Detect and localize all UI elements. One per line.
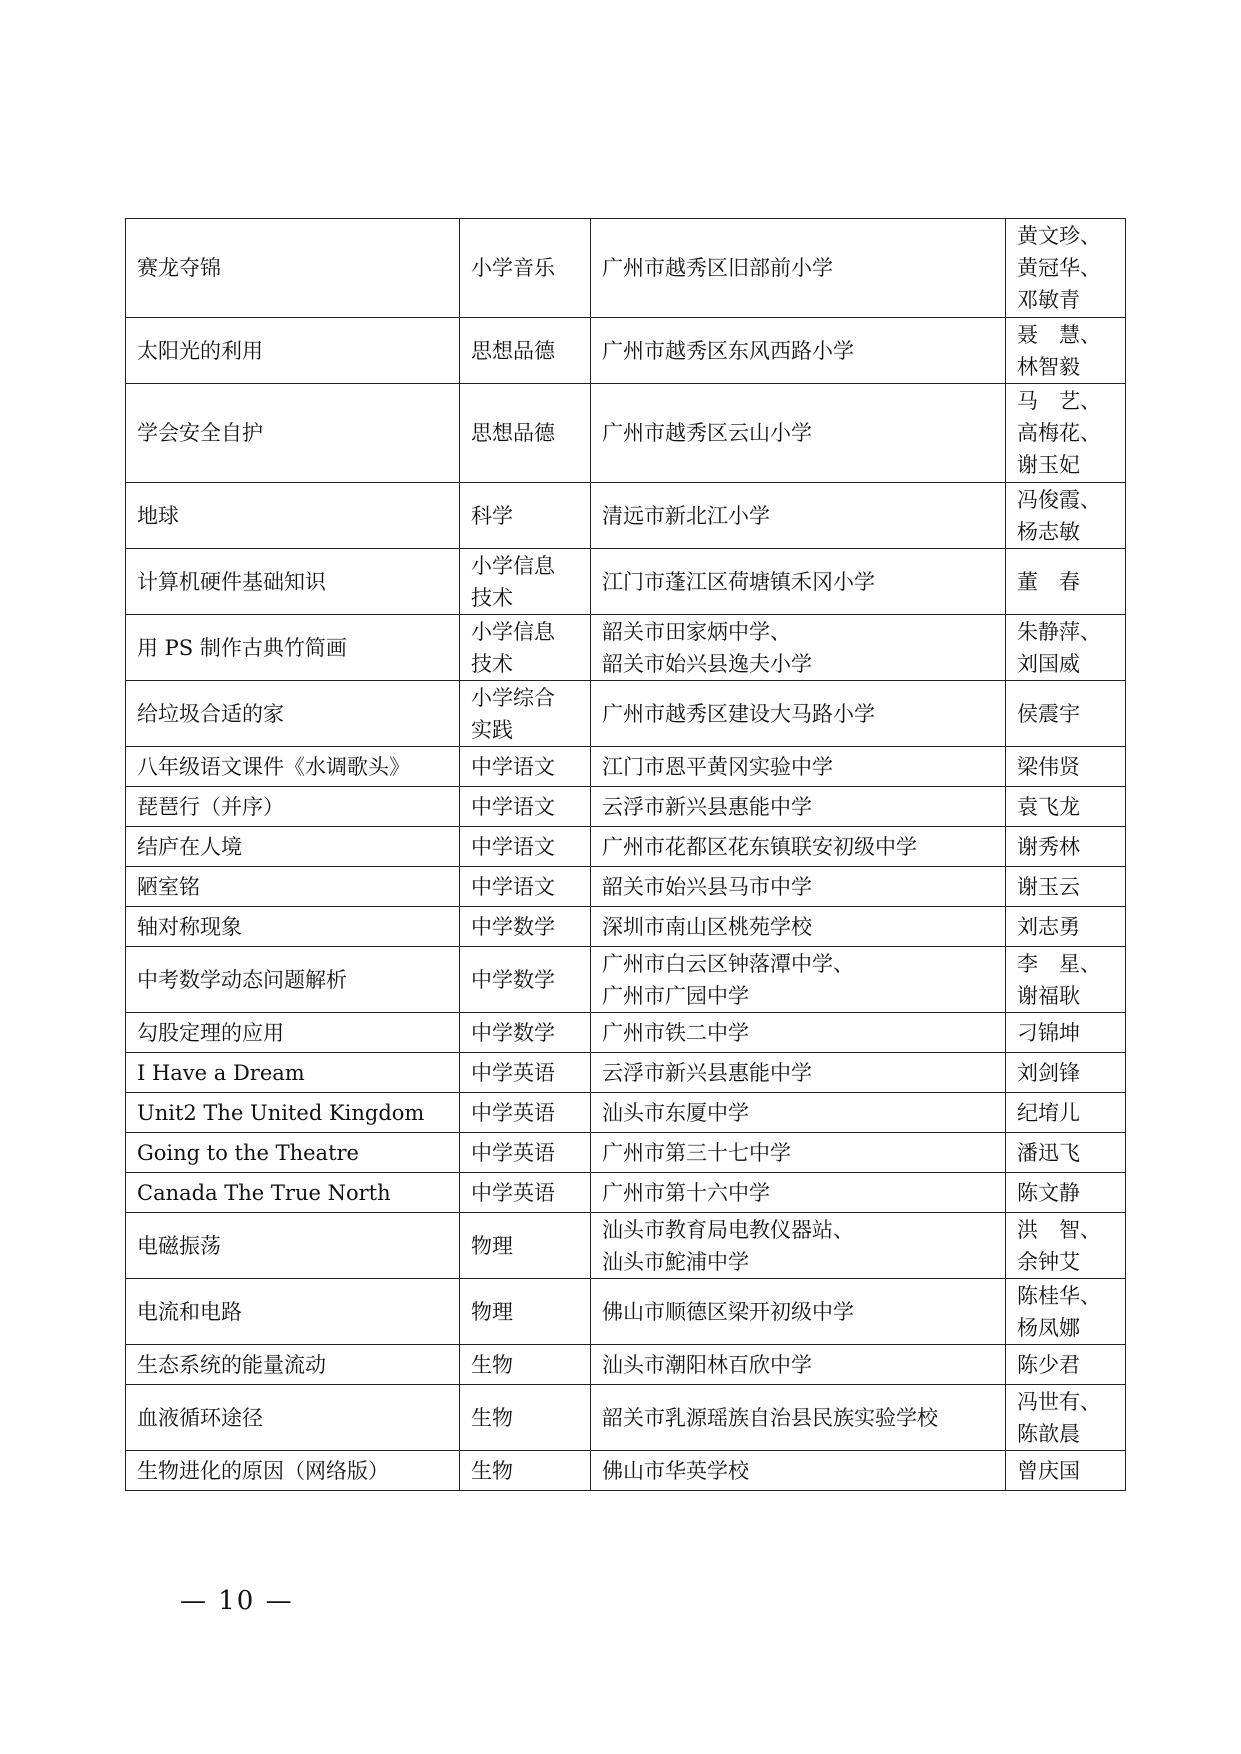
subject-cell: 小学信息 技术: [460, 549, 591, 615]
subject-cell: 小学信息 技术: [460, 615, 591, 681]
authors-cell: 刘剑锋: [1006, 1053, 1126, 1093]
school-cell: 汕头市东厦中学: [591, 1093, 1006, 1133]
subject-cell: 中学数学: [460, 907, 591, 947]
work-title-cell: 地球: [126, 483, 460, 549]
authors-cell: 陈少君: [1006, 1345, 1126, 1385]
authors-cell: 谢秀林: [1006, 827, 1126, 867]
table-row: [126, 483, 1126, 549]
school-cell: 韶关市乳源瑶族自治县民族实验学校: [591, 1385, 1006, 1451]
school-cell: 江门市蓬江区荷塘镇禾冈小学: [591, 549, 1006, 615]
school-cell: 清远市新北江小学: [591, 483, 1006, 549]
authors-cell: 侯震宇: [1006, 681, 1126, 747]
work-title-cell: 血液循环途径: [126, 1385, 460, 1451]
table-row: [126, 907, 1126, 947]
awards-table: [125, 218, 1126, 1491]
authors-cell: 聂 慧、 林智毅: [1006, 318, 1126, 384]
table-row: [126, 1133, 1126, 1173]
subject-cell: 中学语文: [460, 787, 591, 827]
table-row: [126, 867, 1126, 907]
subject-cell: 中学英语: [460, 1053, 591, 1093]
table-row: [126, 1173, 1126, 1213]
work-title-cell: 轴对称现象: [126, 907, 460, 947]
work-title-cell: 结庐在人境: [126, 827, 460, 867]
school-cell: 广州市白云区钟落潭中学、 广州市广园中学: [591, 947, 1006, 1013]
authors-cell: 冯俊霞、 杨志敏: [1006, 483, 1126, 549]
subject-cell: 中学语文: [460, 867, 591, 907]
school-cell: 广州市越秀区旧部前小学: [591, 219, 1006, 318]
subject-cell: 中学数学: [460, 947, 591, 1013]
work-title-cell: 太阳光的利用: [126, 318, 460, 384]
table-row: [126, 1345, 1126, 1385]
work-title-cell: 陋室铭: [126, 867, 460, 907]
awards-table-body: [126, 219, 1126, 1491]
school-cell: 广州市花都区花东镇联安初级中学: [591, 827, 1006, 867]
work-title-cell: 学会安全自护: [126, 384, 460, 483]
authors-cell: 潘迅飞: [1006, 1133, 1126, 1173]
table-row: [126, 1385, 1126, 1451]
authors-cell: 陈桂华、 杨凤娜: [1006, 1279, 1126, 1345]
school-cell: 汕头市潮阳林百欣中学: [591, 1345, 1006, 1385]
authors-cell: 冯世有、 陈歆晨: [1006, 1385, 1126, 1451]
school-cell: 汕头市教育局电教仪器站、 汕头市鮀浦中学: [591, 1213, 1006, 1279]
subject-cell: 科学: [460, 483, 591, 549]
work-title-cell: 琵琶行（并序）: [126, 787, 460, 827]
authors-cell: 刁锦坤: [1006, 1013, 1126, 1053]
authors-cell: 董 春: [1006, 549, 1126, 615]
subject-cell: 中学英语: [460, 1133, 591, 1173]
work-title-cell: 电磁振荡: [126, 1213, 460, 1279]
school-cell: 广州市第三十七中学: [591, 1133, 1006, 1173]
school-cell: 江门市恩平黄冈实验中学: [591, 747, 1006, 787]
authors-cell: 马 艺、 高梅花、 谢玉妃: [1006, 384, 1126, 483]
subject-cell: 物理: [460, 1279, 591, 1345]
table-row: [126, 681, 1126, 747]
subject-cell: 思想品德: [460, 384, 591, 483]
subject-cell: 物理: [460, 1213, 591, 1279]
table-row: [126, 787, 1126, 827]
authors-cell: 谢玉云: [1006, 867, 1126, 907]
school-cell: 广州市越秀区建设大马路小学: [591, 681, 1006, 747]
subject-cell: 生物: [460, 1345, 591, 1385]
school-cell: 广州市铁二中学: [591, 1013, 1006, 1053]
school-cell: 广州市越秀区云山小学: [591, 384, 1006, 483]
subject-cell: 小学音乐: [460, 219, 591, 318]
subject-cell: 生物: [460, 1385, 591, 1451]
work-title-cell: Unit2 The United Kingdom: [126, 1093, 460, 1133]
table-row: [126, 1279, 1126, 1345]
authors-cell: 黄文珍、 黄冠华、 邓敏青: [1006, 219, 1126, 318]
page-number: — 10 —: [180, 1586, 294, 1616]
work-title-cell: 电流和电路: [126, 1279, 460, 1345]
table-row: [126, 827, 1126, 867]
authors-cell: 朱静萍、 刘国威: [1006, 615, 1126, 681]
table-row: [126, 219, 1126, 318]
school-cell: 广州市越秀区东风西路小学: [591, 318, 1006, 384]
subject-cell: 生物: [460, 1451, 591, 1491]
table-row: [126, 1213, 1126, 1279]
subject-cell: 小学综合 实践: [460, 681, 591, 747]
school-cell: 佛山市华英学校: [591, 1451, 1006, 1491]
authors-cell: 洪 智、 余钟艾: [1006, 1213, 1126, 1279]
work-title-cell: Canada The True North: [126, 1173, 460, 1213]
authors-cell: 李 星、 谢福耿: [1006, 947, 1126, 1013]
table-row: [126, 615, 1126, 681]
table-row: [126, 384, 1126, 483]
subject-cell: 中学语文: [460, 747, 591, 787]
work-title-cell: 用 PS 制作古典竹简画: [126, 615, 460, 681]
authors-cell: 梁伟贤: [1006, 747, 1126, 787]
table-row: [126, 947, 1126, 1013]
table-row: [126, 318, 1126, 384]
work-title-cell: 赛龙夺锦: [126, 219, 460, 318]
authors-cell: 刘志勇: [1006, 907, 1126, 947]
subject-cell: 中学数学: [460, 1013, 591, 1053]
school-cell: 广州市第十六中学: [591, 1173, 1006, 1213]
subject-cell: 中学英语: [460, 1173, 591, 1213]
table-row: [126, 1053, 1126, 1093]
authors-cell: 曾庆国: [1006, 1451, 1126, 1491]
subject-cell: 中学语文: [460, 827, 591, 867]
table-row: [126, 1013, 1126, 1053]
work-title-cell: 勾股定理的应用: [126, 1013, 460, 1053]
work-title-cell: 计算机硬件基础知识: [126, 549, 460, 615]
school-cell: 韶关市田家炳中学、 韶关市始兴县逸夫小学: [591, 615, 1006, 681]
work-title-cell: Going to the Theatre: [126, 1133, 460, 1173]
table-row: [126, 1451, 1126, 1491]
authors-cell: 纪堉儿: [1006, 1093, 1126, 1133]
work-title-cell: 生物进化的原因（网络版）: [126, 1451, 460, 1491]
work-title-cell: 中考数学动态问题解析: [126, 947, 460, 1013]
work-title-cell: 生态系统的能量流动: [126, 1345, 460, 1385]
authors-cell: 陈文静: [1006, 1173, 1126, 1213]
table-row: [126, 747, 1126, 787]
school-cell: 云浮市新兴县惠能中学: [591, 1053, 1006, 1093]
subject-cell: 思想品德: [460, 318, 591, 384]
school-cell: 云浮市新兴县惠能中学: [591, 787, 1006, 827]
subject-cell: 中学英语: [460, 1093, 591, 1133]
authors-cell: 袁飞龙: [1006, 787, 1126, 827]
work-title-cell: I Have a Dream: [126, 1053, 460, 1093]
school-cell: 韶关市始兴县马市中学: [591, 867, 1006, 907]
table-row: [126, 549, 1126, 615]
work-title-cell: 八年级语文课件《水调歌头》: [126, 747, 460, 787]
school-cell: 佛山市顺德区梁开初级中学: [591, 1279, 1006, 1345]
work-title-cell: 给垃圾合适的家: [126, 681, 460, 747]
school-cell: 深圳市南山区桃苑学校: [591, 907, 1006, 947]
table-row: [126, 1093, 1126, 1133]
